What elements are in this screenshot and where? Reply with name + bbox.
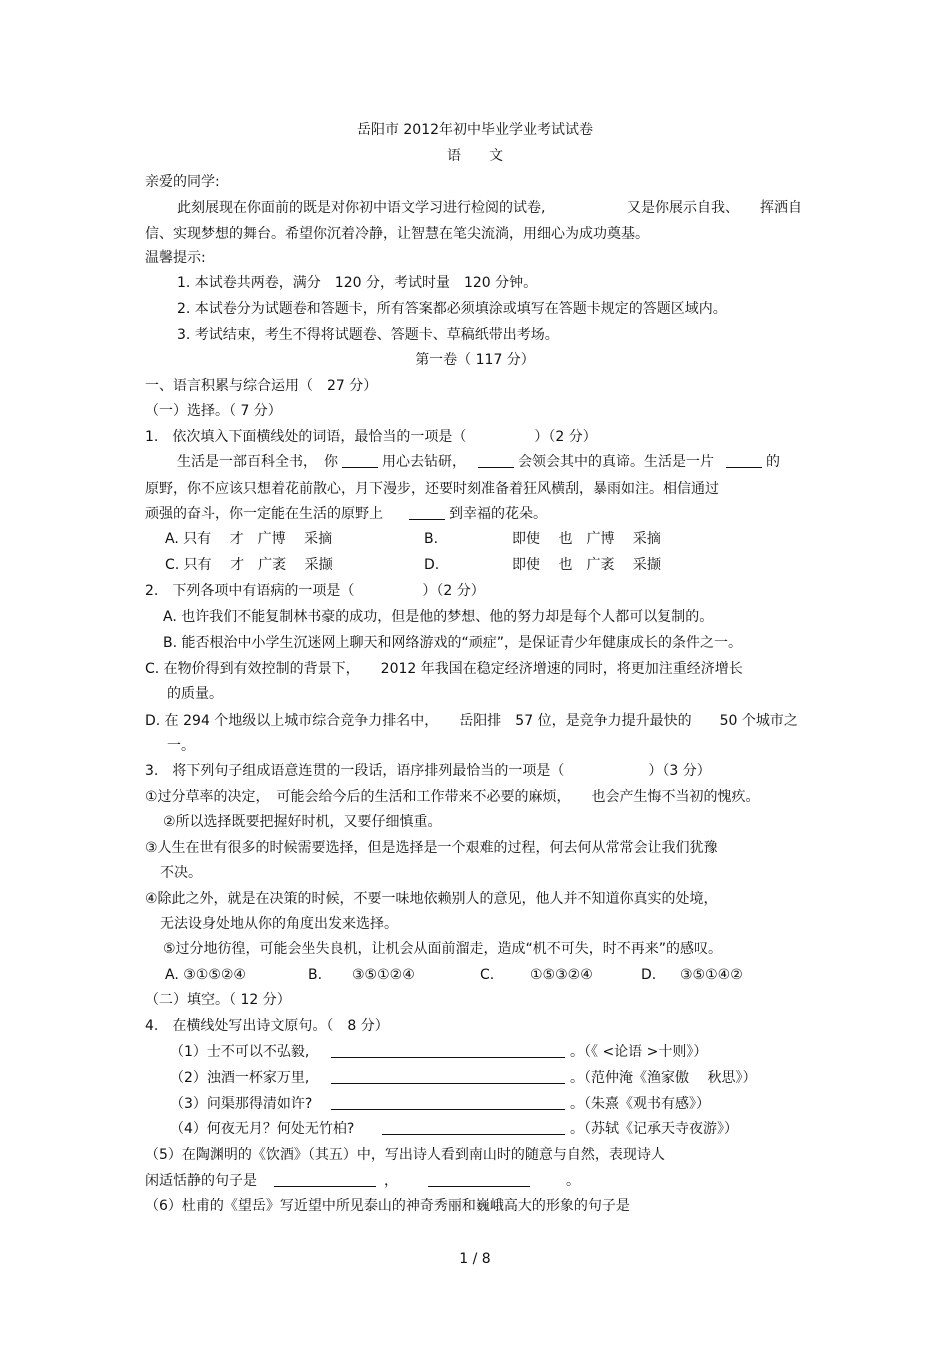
part-2-heading: （二）填空。（ 12 分）	[145, 992, 291, 1008]
q1-option-a: A. 只有 才 广博 采摘	[165, 531, 333, 547]
q4-blank-3	[331, 1095, 565, 1110]
q4-item-5-end: 。	[566, 1173, 580, 1189]
q4-blank-5a	[274, 1172, 376, 1187]
q1-option-d-label: D.	[424, 557, 440, 573]
q3-stem: 3. 将下列句子组成语意连贯的一段话，语序排列最恰当的一项是（ ）（3 分）	[145, 763, 711, 779]
q4-item-5-line-2: 闲适恬静的句子是	[145, 1173, 257, 1189]
q4-item-4-source: 。（苏轼《记承天寺夜游》）	[570, 1121, 738, 1137]
tips-label: 温馨提示:	[145, 250, 206, 266]
intro-line-2: 信、实现梦想的舞台。希望你沉着冷静，让智慧在笔尖流淌，用细心为成功奠基。	[145, 226, 649, 242]
q4-stem: 4. 在横线处写出诗文原句。（ 8 分）	[145, 1018, 389, 1034]
q1-option-d: 即使 也 广袤 采撷	[512, 557, 661, 573]
section-1-heading: 一、语言积累与综合运用（ 27 分）	[145, 378, 378, 394]
q3-sentence-5: ⑤过分地彷徨，可能会坐失良机，让机会从面前溜走，造成“机不可失，时不再来”的感叹。	[163, 941, 723, 957]
q4-item-3-source: 。（朱熹《观书有感》）	[570, 1096, 710, 1112]
q4-item-2: （2）浊酒一杯家万里,	[170, 1070, 310, 1086]
q2-stem: 2. 下列各项中有语病的一项是（ ）（2 分）	[145, 583, 485, 599]
q3-sentence-1: ①过分草率的决定， 可能会给今后的生活和工作带来不必要的麻烦， 也会产生悔不当初的愧疚。	[145, 789, 760, 805]
q4-blank-5b	[428, 1172, 530, 1187]
q1-blank-2	[478, 453, 514, 468]
q3-option-d: ③⑤①④②	[680, 967, 743, 983]
q4-blank-2	[331, 1069, 565, 1084]
q1-stem: 1. 依次填入下面横线处的词语，最恰当的一项是（ ）（2 分）	[145, 429, 597, 445]
volume-heading: 第一卷（ 117 分）	[415, 352, 535, 368]
intro-part-b: 又是你展示自我、	[627, 200, 739, 216]
q3-option-c: ①⑤③②④	[530, 967, 593, 983]
q2-option-c-line-2: 的质量。	[167, 686, 223, 702]
q3-option-d-label: D.	[641, 967, 657, 983]
q3-sentence-2: ②所以选择既要把握好时机，又要仔细慎重。	[163, 814, 442, 830]
q1-passage-line-1: 生活是一部百科全书， 你 用心去钻研， 会领会其中的真谛。生活是一片 的	[177, 454, 780, 470]
q4-item-1-source: 。（《 <论语 >十则》）	[570, 1044, 708, 1060]
tip-1: 1. 本试卷共两卷，满分 120 分，考试时量 120 分钟。	[177, 275, 538, 291]
q3-option-a: A. ③①⑤②④	[165, 967, 246, 983]
q2-option-b: B. 能否根治中小学生沉迷网上聊天和网络游戏的“顽症”，是保证青少年健康成长的条件之一。	[163, 635, 743, 651]
q3-option-b: ③⑤①②④	[352, 967, 415, 983]
page-number: 1 / 8	[459, 1251, 491, 1267]
q3-sentence-3-line-2: 不决。	[160, 865, 202, 881]
part-1-heading: （一）选择。（ 7 分）	[145, 403, 282, 419]
tip-2: 2. 本试卷分为试题卷和答题卡，所有答案都必须填涂或填写在答题卡规定的答题区域内。	[177, 301, 727, 317]
q1-blank-3	[726, 453, 762, 468]
q4-item-5-comma: ，	[384, 1173, 398, 1189]
q2-option-d-line-2: 一。	[167, 738, 195, 754]
subject-title: 语 文	[447, 148, 503, 164]
q1-passage-line-2: 原野，你不应该只想着花前散心，月下漫步，还要时刻准备着狂风横刮，暴雨如注。相信通过	[145, 481, 719, 497]
q1-blank-1	[342, 453, 378, 468]
intro-line-1	[177, 199, 545, 217]
q1-blank-4	[409, 505, 445, 520]
q1-option-c: C. 只有 才 广袤 采撷	[165, 557, 333, 573]
q4-item-3: （3）问渠那得清如许?	[170, 1096, 313, 1112]
q4-blank-4	[382, 1120, 565, 1135]
q1-passage-line-3: 顽强的奋斗，你一定能在生活的原野上 到幸福的花朵。	[145, 506, 547, 522]
q4-item-1: （1）士不可以不弘毅,	[170, 1044, 310, 1060]
q2-option-c-line-1: C. 在物价得到有效控制的背景下， 2012 年我国在稳定经济增速的同时，将更加注重经济增长	[145, 661, 743, 677]
q3-sentence-4-line-1: ④除此之外，就是在决策的时候，不要一味地依赖别人的意见，他人并不知道你真实的处境，	[145, 891, 718, 907]
q3-option-b-label: B.	[308, 967, 323, 983]
q1-option-b: 即使 也 广博 采摘	[512, 531, 661, 547]
exam-title: 岳阳市 2012年初中毕业学业考试试卷	[356, 122, 594, 138]
tip-3: 3. 考试结束，考生不得将试题卷、答题卡、草稿纸带出考场。	[177, 327, 559, 343]
q4-item-5-line-1: （5）在陶渊明的《饮酒》（其五）中，写出诗人看到南山时的随意与自然，表现诗人	[145, 1147, 665, 1163]
q4-item-6: （6）杜甫的《望岳》写近望中所见泰山的神奇秀丽和巍峨高大的形象的句子是	[145, 1198, 630, 1214]
intro-part-c: 挥洒自	[760, 200, 802, 216]
q3-sentence-3-line-1: ③人生在世有很多的时候需要选择，但是选择是一个艰难的过程，何去何从常常会让我们犹豫	[145, 840, 718, 856]
q1-option-b-label: B.	[424, 531, 439, 547]
greeting: 亲爱的同学:	[145, 174, 220, 190]
q4-item-4: （4）何夜无月？何处无竹柏?	[170, 1121, 355, 1137]
intro-part-a: 此刻展现在你面前的既是对你初中语文学习进行检阅的试卷,	[177, 200, 546, 216]
q4-blank-1	[331, 1043, 565, 1058]
q3-option-c-label: C.	[480, 967, 495, 983]
q4-item-2-source: 。（范仲淹《渔家傲 秋思》）	[570, 1070, 757, 1086]
q2-option-a: A. 也许我们不能复制林书豪的成功，但是他的梦想、他的努力却是每个人都可以复制的。	[163, 609, 714, 625]
q2-option-d-line-1: D. 在 294 个地级以上城市综合竞争力排名中， 岳阳排 57 位，是竞争力提升最快的 50 个城市之	[145, 713, 798, 729]
q3-sentence-4-line-2: 无法设身处地从你的角度出发来选择。	[160, 916, 398, 932]
